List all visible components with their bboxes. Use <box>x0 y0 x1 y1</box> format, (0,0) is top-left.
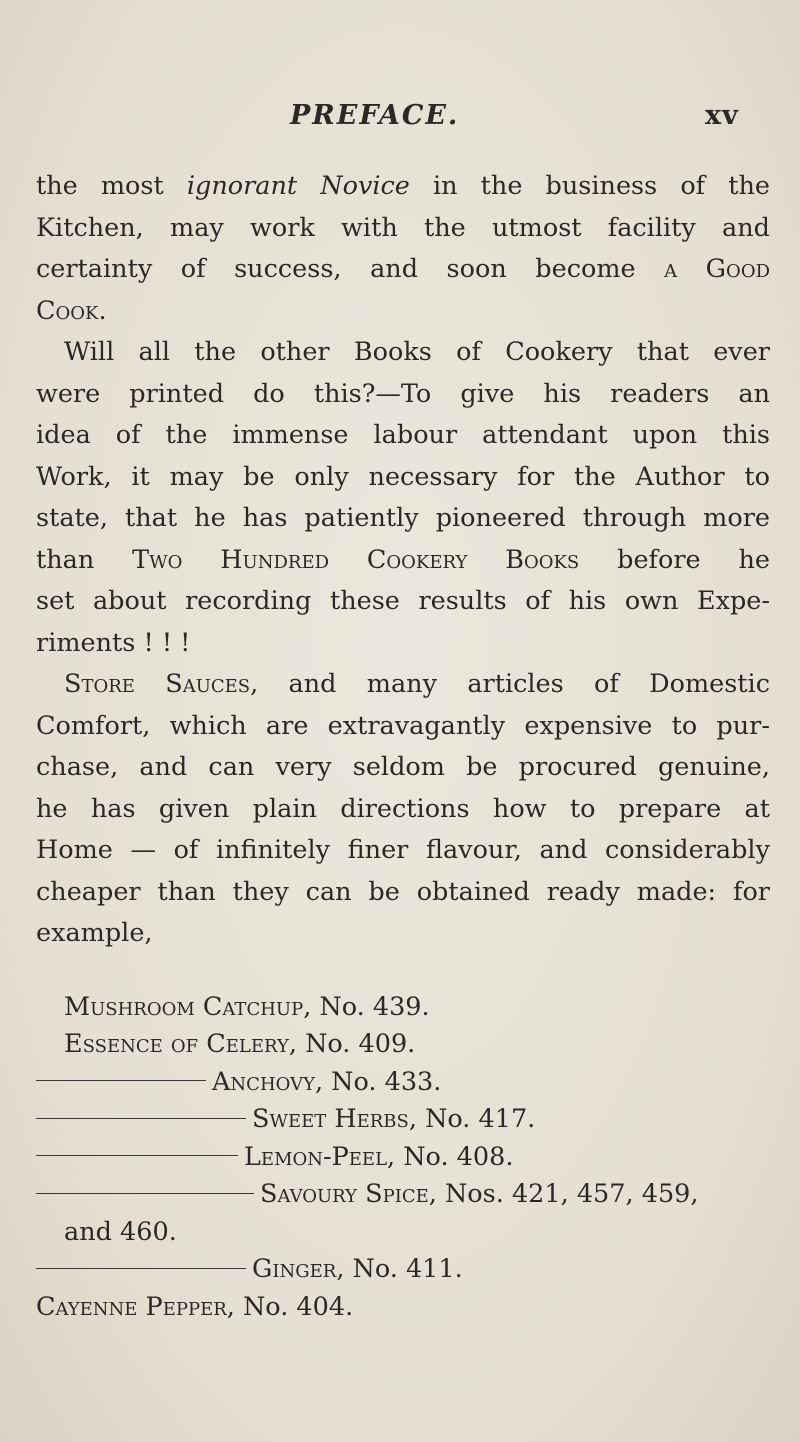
text-run: than <box>36 544 133 575</box>
emphasis-text: Novice <box>320 171 410 201</box>
text-line: chase, and can very seldom be procured genuine, <box>36 752 770 782</box>
recipe-number: , No. 439. <box>303 991 430 1022</box>
list-item <box>36 1176 770 1214</box>
ditto-dash <box>36 1193 254 1194</box>
text-run: , and many articles of Domestic <box>250 669 770 699</box>
body-text <box>36 166 770 1326</box>
page-header <box>0 100 800 136</box>
small-caps-text: Store Sauces <box>64 669 251 699</box>
text-line: riments ! ! ! <box>36 627 191 658</box>
text-line: example, <box>36 918 153 948</box>
text-line: Comfort, which are extravagantly expensive to pur- <box>36 710 770 741</box>
recipe-number: , No. 417. <box>408 1104 536 1134</box>
list-item <box>36 1026 770 1064</box>
recipe-number: , Nos. 421, 457, 459, <box>428 1179 699 1209</box>
recipe-name: Cayenne Pepper <box>36 1291 227 1322</box>
running-head: PREFACE. <box>290 100 460 131</box>
paragraph-2 <box>36 332 770 664</box>
spacer <box>36 955 770 989</box>
text-line: were printed do this?—To give his readers an <box>36 378 770 409</box>
recipe-name: Mushroom Catchup <box>64 991 304 1022</box>
text-line: state, that he has patiently pioneered through more <box>36 503 770 533</box>
text-line: Kitchen, may work with the utmost facility and <box>36 212 770 243</box>
recipe-name: Ginger <box>252 1254 337 1284</box>
recipe-list <box>36 989 770 1327</box>
list-item <box>36 1139 770 1177</box>
ditto-dash <box>36 1155 238 1156</box>
text-line: he has given plain directions how to prepare at <box>36 793 770 824</box>
text-line: Work, it may be only necessary for the Author to <box>36 461 770 492</box>
text-line: idea of the immense labour attendant upon this <box>36 420 770 450</box>
text-line: Cook. <box>36 295 107 326</box>
small-caps-text: a Good <box>664 254 770 284</box>
recipe-number: , No. 433. <box>314 1066 442 1097</box>
text-run: in the business of the <box>409 171 770 201</box>
text-run: certainty of success, and soon become <box>36 254 665 284</box>
text-line: Will all the other Books of Cookery that ever <box>64 337 770 367</box>
recipe-number: , No. 409. <box>288 1029 416 1059</box>
recipe-number: , No. 404. <box>226 1291 354 1322</box>
recipe-number: , No. 411. <box>336 1254 463 1284</box>
list-item <box>36 1289 770 1327</box>
ditto-dash <box>36 1118 246 1119</box>
list-item <box>36 1251 770 1289</box>
list-item <box>36 1101 770 1139</box>
text-run: before he <box>579 544 770 575</box>
emphasis-text: ignorant <box>186 171 298 201</box>
list-item <box>36 1064 770 1102</box>
paragraph-1 <box>36 166 770 332</box>
text-run <box>297 171 320 201</box>
recipe-name: Savoury Spice <box>260 1179 429 1209</box>
recipe-name: Lemon-Peel <box>244 1141 388 1172</box>
ditto-dash <box>36 1080 206 1081</box>
recipe-name: Essence of Celery <box>64 1029 289 1059</box>
small-caps-text: Two Hundred Cookery Books <box>132 544 580 575</box>
text-run: the most <box>36 171 187 201</box>
text-line <box>36 166 770 208</box>
recipe-number: , No. 408. <box>387 1141 514 1172</box>
list-item <box>36 989 770 1027</box>
text-line: cheaper than they can be obtained ready made: for <box>36 876 770 907</box>
text-line <box>36 664 770 706</box>
page-number: xv <box>705 100 739 131</box>
text-line: Home — of infinitely finer flavour, and considerably <box>36 835 770 865</box>
text-line <box>36 249 770 291</box>
list-item-continuation: and 460. <box>64 1216 177 1247</box>
text-line <box>36 540 770 582</box>
paragraph-3 <box>36 664 770 955</box>
recipe-name: Anchovy <box>212 1066 315 1097</box>
text-line: set about recording these results of his own Expe- <box>36 586 770 616</box>
recipe-name: Sweet Herbs <box>252 1104 409 1134</box>
ditto-dash <box>36 1268 246 1269</box>
